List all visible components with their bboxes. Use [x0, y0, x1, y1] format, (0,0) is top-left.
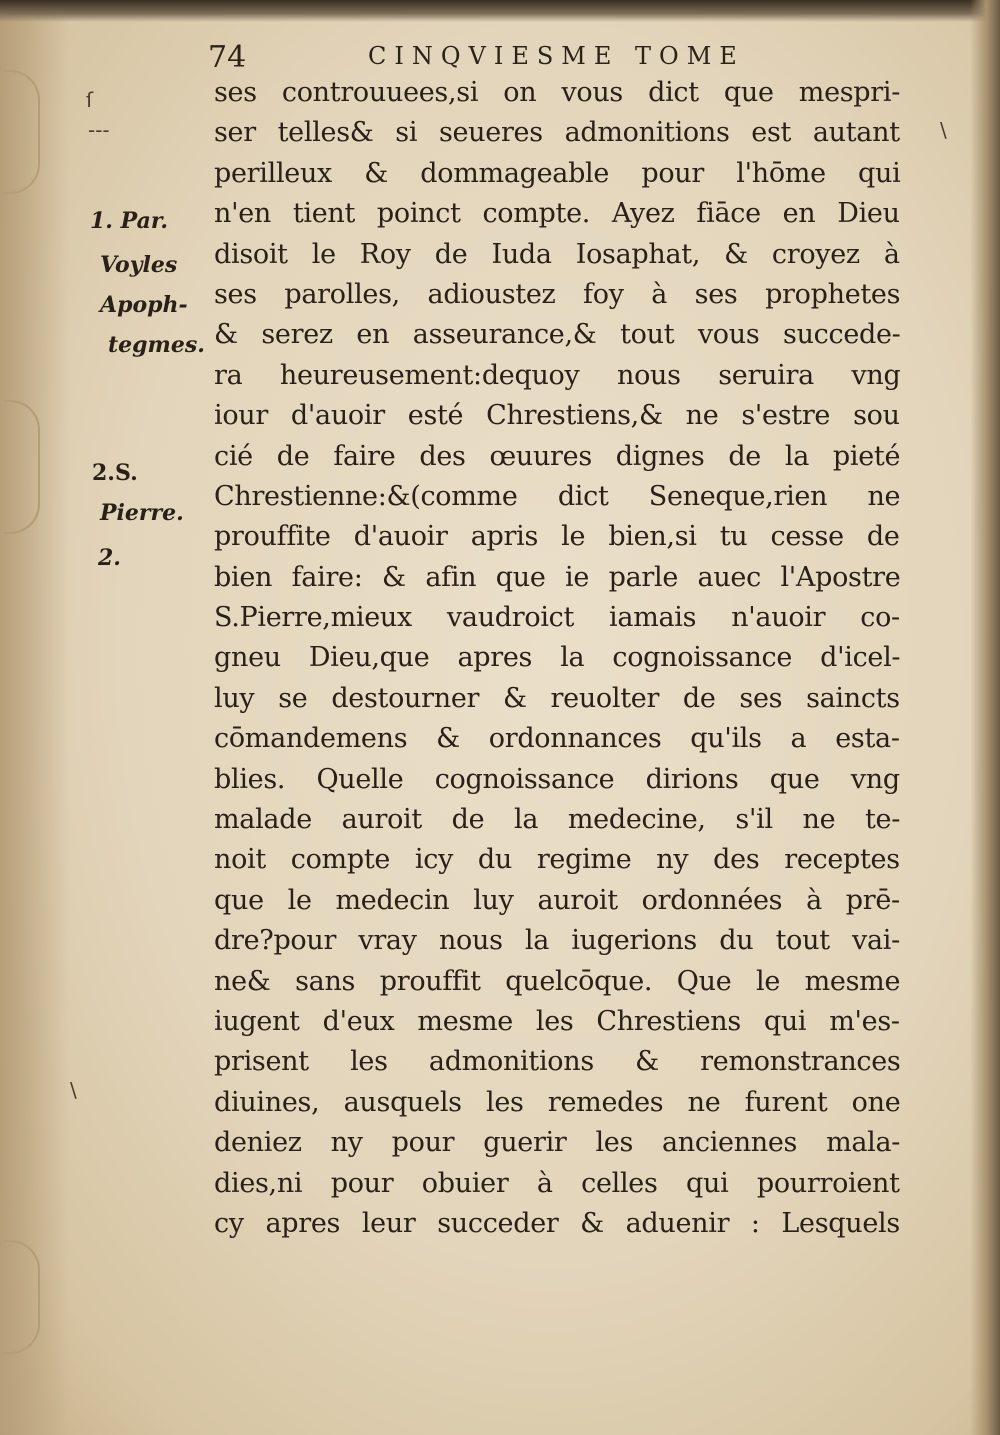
text-line: iour d'auoir esté Chrestiens,& ne s'estre sou — [214, 400, 900, 432]
margin-note: Apoph- — [100, 292, 188, 318]
text-line: iugent d'eux mesme les Chrestiens qui m'es- — [214, 1005, 900, 1037]
running-head: CINQVIESME TOME — [368, 42, 745, 70]
margin-note: tegmes. — [108, 332, 205, 358]
text-line: cy apres leur succeder & aduenir : Lesquels — [214, 1207, 900, 1239]
text-line: & serez en asseurance,& tout vous succede- — [214, 319, 901, 351]
text-line: diuines, ausquels les remedes ne furent one — [214, 1086, 901, 1118]
text-line: prouffite d'auoir apris le bien,si tu cesse de — [214, 521, 900, 553]
text-line: ser telles& si seueres admonitions est autant — [214, 117, 900, 149]
binding-hole — [4, 400, 40, 534]
text-line: dies,ni pour obuier à celles qui pourroient — [214, 1167, 900, 1199]
text-line: bien faire: & afin que ie parle auec l'Apostre — [214, 561, 901, 593]
text-line: ne& sans prouffit quelcōque. Que le mesme — [214, 965, 901, 997]
margin-note: 1. Par. — [90, 208, 169, 234]
text-line: luy se destourner & reuolter de ses saincts — [214, 682, 900, 714]
text-line: cié de faire des œuures dignes de la pieté — [214, 440, 901, 472]
page-gutter-shadow — [0, 0, 70, 1435]
text-line: malade auroit de la medecine, s'il ne te- — [214, 804, 901, 836]
margin-note: Pierre. — [100, 500, 184, 526]
text-line: n'en tient poinct compte. Ayez fiāce en Dieu — [214, 198, 900, 230]
stray-mark: --- — [88, 118, 110, 142]
binding-hole — [4, 1240, 40, 1354]
text-line: cōmandemens & ordonnances qu'ils a esta- — [214, 723, 900, 755]
text-line: Chrestienne:&(comme dict Seneque,rien ne — [214, 480, 901, 512]
text-line: deniez ny pour guerir les anciennes mala- — [214, 1127, 901, 1159]
text-line: S.Pierre,mieux vaudroict iamais n'auoir co- — [214, 602, 900, 634]
text-line: ses parolles, adioustez foy à ses prophetes — [214, 278, 901, 310]
text-line: perilleux & dommageable pour l'hōme qui — [214, 157, 901, 189]
page-number: 74 — [208, 40, 247, 75]
stray-mark: ſ — [86, 88, 94, 112]
book-top-edge — [0, 0, 1000, 22]
binding-hole — [4, 70, 40, 194]
page-header — [208, 34, 808, 74]
text-line: que le medecin luy auroit ordonnées à prē- — [214, 884, 900, 916]
stray-mark: \ — [940, 118, 947, 142]
book-right-edge — [970, 0, 1000, 1435]
margin-note: Voyles — [100, 252, 178, 278]
text-line: ses controuuees,si on vous dict que mespri- — [214, 77, 901, 108]
text-line: dre?pour vray nous la iugerions du tout vai- — [214, 925, 900, 957]
text-line: prisent les admonitions & remonstrances — [214, 1046, 901, 1078]
text-line: ra heureusement:dequoy nous seruira vng — [214, 359, 901, 391]
margin-note: 2. — [98, 545, 121, 571]
stray-mark: \ — [70, 1078, 77, 1102]
body-text — [214, 73, 904, 1244]
margin-note: 2.S. — [92, 460, 138, 486]
text-line: disoit le Roy de Iuda Iosaphat, & croyez à — [214, 238, 900, 270]
text-line: blies. Quelle cognoissance dirions que vng — [214, 763, 900, 795]
text-line: gneu Dieu,que apres la cognoissance d'icel- — [214, 642, 901, 674]
text-line: noit compte icy du regime ny des receptes — [214, 844, 900, 876]
